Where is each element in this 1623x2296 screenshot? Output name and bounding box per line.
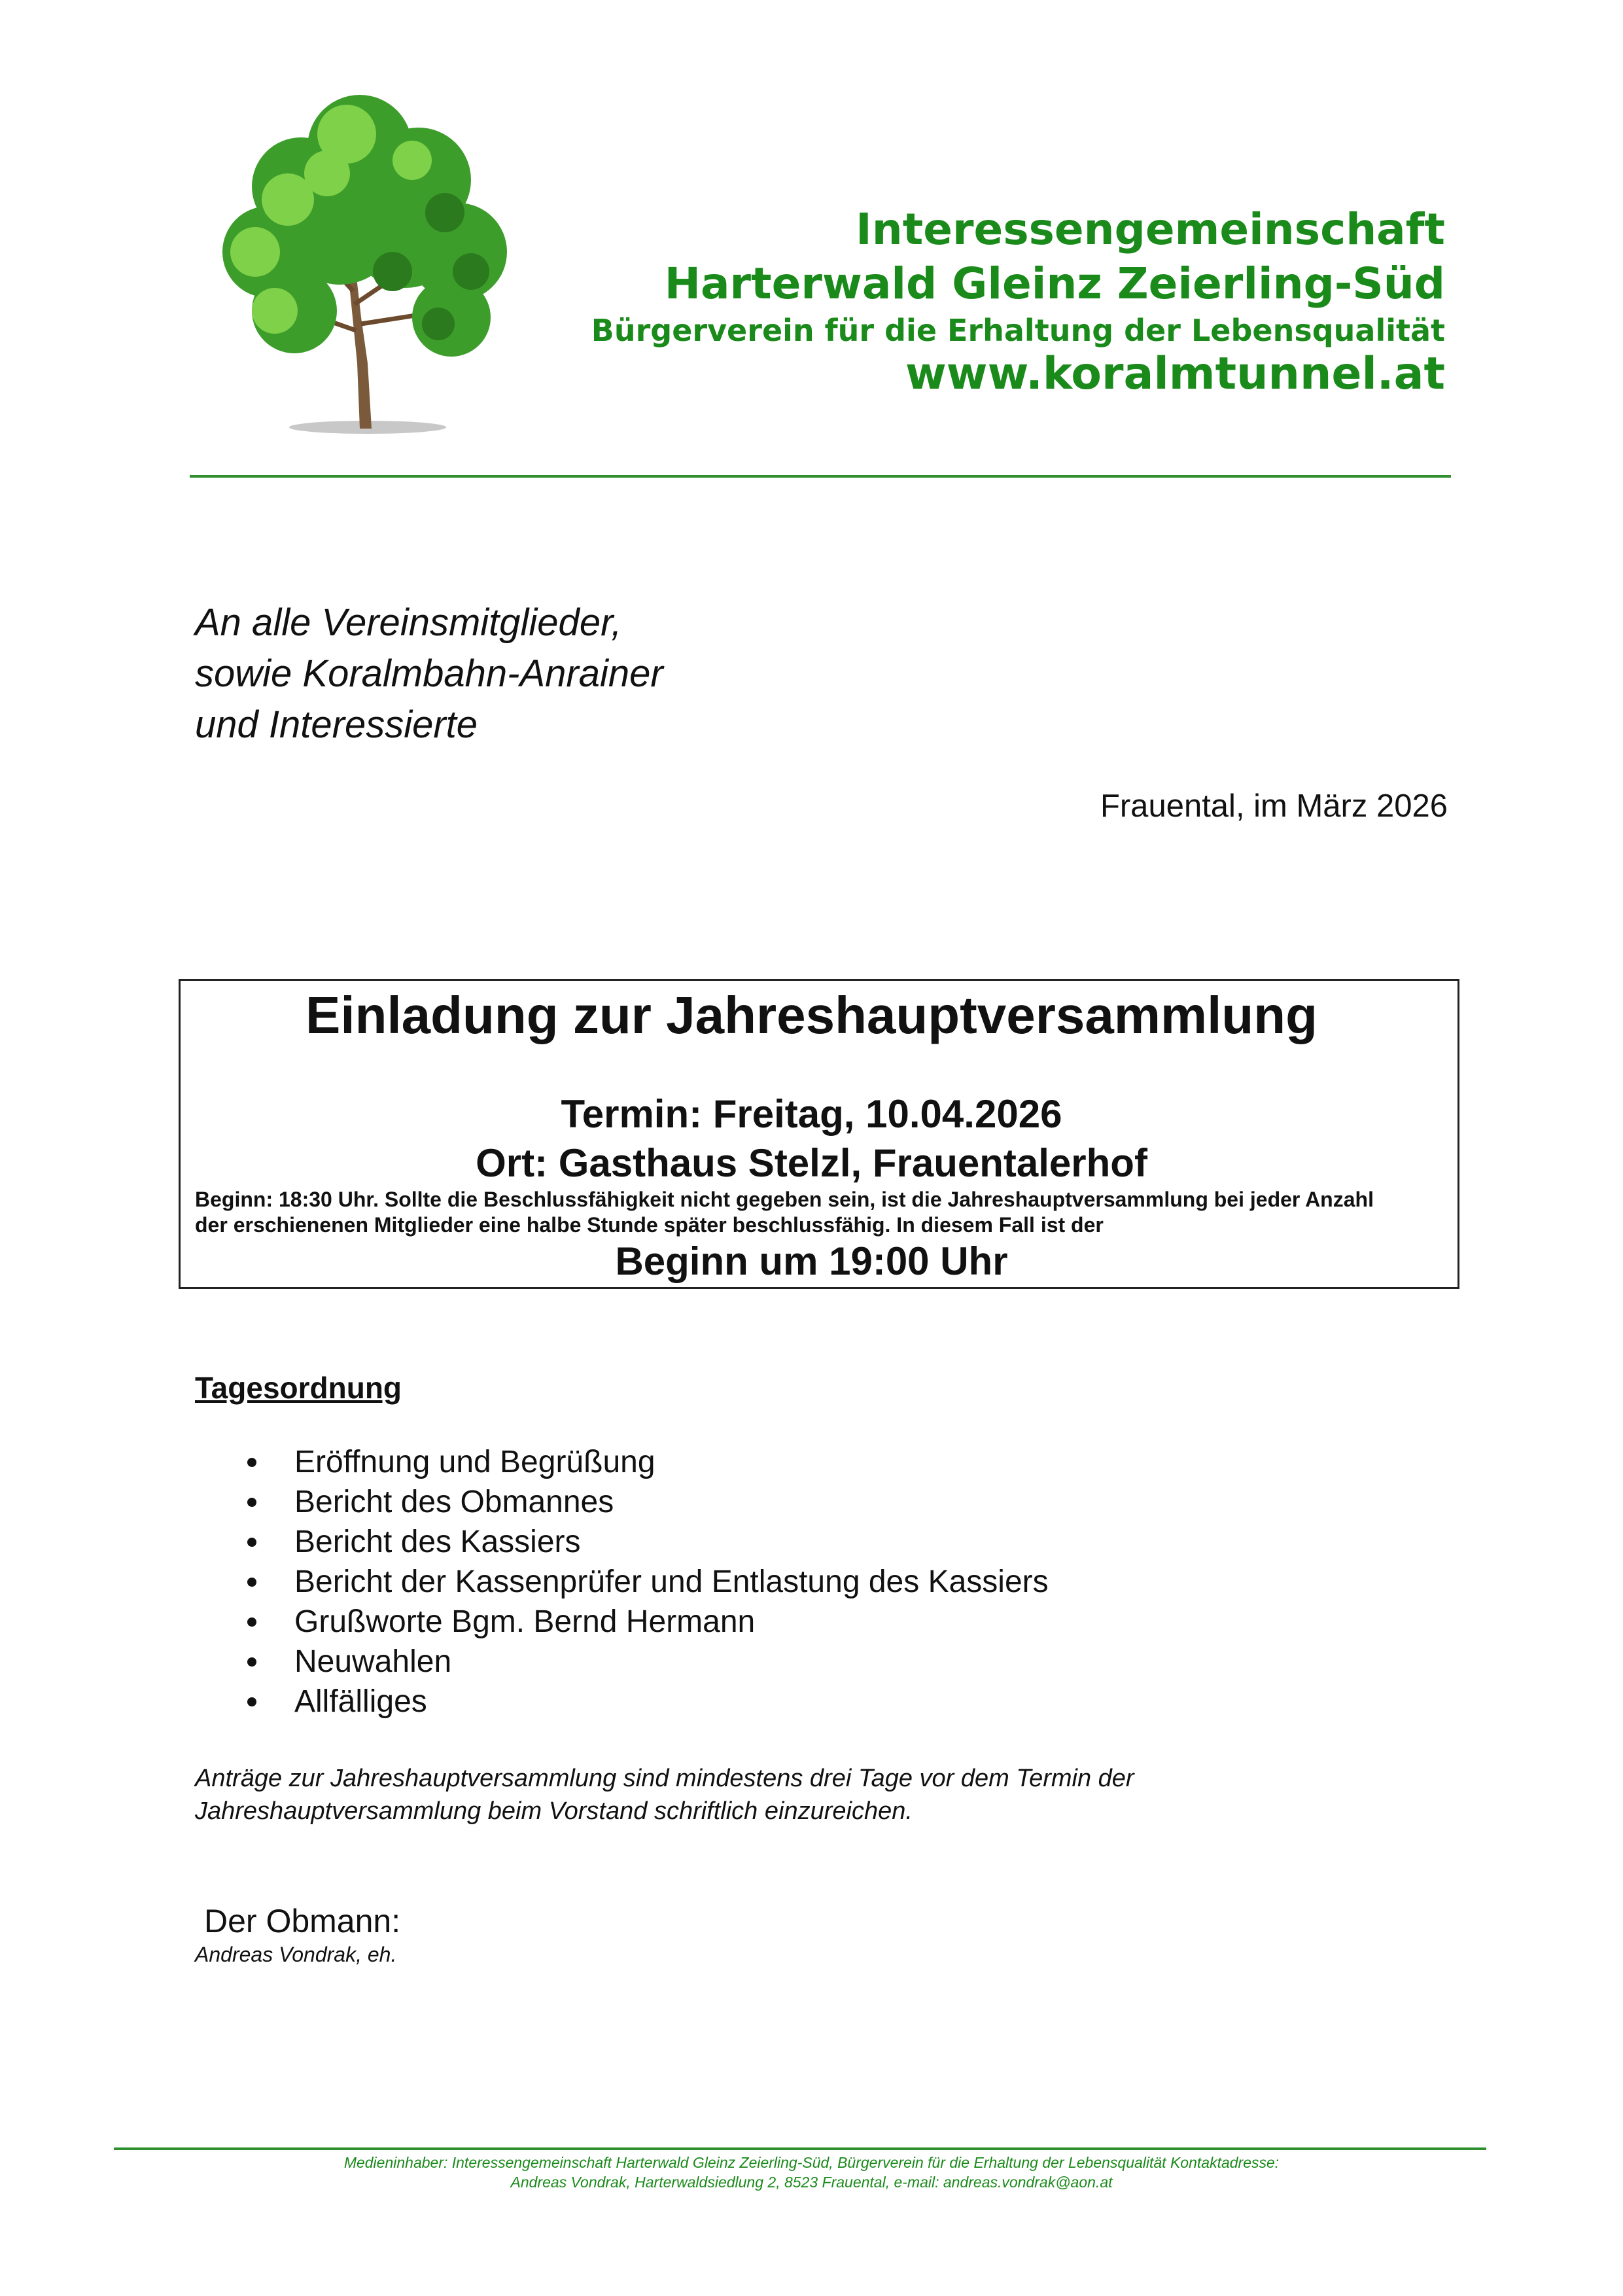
addressee-line: sowie Koralmbahn-Anrainer: [195, 652, 663, 695]
start-time: Beginn um 19:00 Uhr: [615, 1239, 1008, 1283]
addressee-line: und Interessierte: [195, 703, 478, 746]
addressee-block: [195, 597, 663, 751]
invitation-title: Einladung zur Jahreshauptversammlung: [305, 986, 1318, 1044]
meeting-date: Termin: Freitag, 10.04.2026: [561, 1092, 1062, 1136]
footer-divider: [114, 2147, 1486, 2150]
org-name-line2: Harterwald Gleinz Zeierling-Süd: [664, 258, 1445, 309]
addressee-line: An alle Vereinsmitglieder,: [195, 601, 622, 644]
footer-imprint: Medieninhaber: Interessengemeinschaft Harterwald Gleinz Zeierling-Süd, Bürgerverein für die Erhaltung der Lebensqualität Kontaktadresse:: [343, 2154, 1280, 2171]
agenda-item: Grußworte Bgm. Bernd Hermann: [247, 1602, 1049, 1642]
agenda-item: Eröffnung und Begrüßung: [247, 1442, 1049, 1482]
date-line: Frauental, im März 2026: [1100, 788, 1448, 824]
motions-note-line: Anträge zur Jahreshauptversammlung sind mindestens drei Tage vor dem Termin der: [195, 1765, 1134, 1792]
agenda-item: Bericht der Kassenprüfer und Entlastung des Kassiers: [247, 1562, 1049, 1602]
motions-note-line: Jahreshauptversammlung beim Vorstand schriftlich einzureichen.: [195, 1797, 913, 1825]
motions-note: [195, 1762, 1134, 1828]
meeting-location: Ort: Gasthaus Stelzl, Frauentalerhof: [476, 1141, 1147, 1185]
agenda-item: Allfälliges: [247, 1682, 1049, 1722]
agenda-item: Bericht des Obmannes: [247, 1482, 1049, 1522]
header-divider: [190, 475, 1451, 478]
agenda-list: [247, 1442, 1049, 1722]
org-tagline: Bürgerverein für die Erhaltung der Lebensqualität: [591, 313, 1445, 348]
agenda-heading: Tagesordnung: [195, 1371, 402, 1405]
signature-name: Andreas Vondrak, eh.: [195, 1943, 397, 1966]
org-name-line1: Interessengemeinschaft: [856, 204, 1445, 255]
signature-label: Der Obmann:: [204, 1903, 401, 1939]
quorum-note-line: Beginn: 18:30 Uhr. Sollte die Beschlussfähigkeit nicht gegeben sein, ist die Jahreshauptversammlung bei jeder Anzahl: [195, 1188, 1374, 1211]
quorum-note: [195, 1187, 1451, 1238]
agenda-item: Bericht des Kassiers: [247, 1522, 1049, 1562]
agenda-item: Neuwahlen: [247, 1642, 1049, 1682]
website-link[interactable]: www.koralmtunnel.at: [905, 348, 1445, 400]
quorum-note-line: der erschienenen Mitglieder eine halbe Stunde später beschlussfähig. In diesem Fall ist der: [195, 1213, 1104, 1237]
tree-logo-icon: [196, 56, 536, 514]
footer-contact: Andreas Vondrak, Harterwaldsiedlung 2, 8523 Frauental, e-mail: andreas.vondrak@aon.at: [510, 2174, 1113, 2191]
